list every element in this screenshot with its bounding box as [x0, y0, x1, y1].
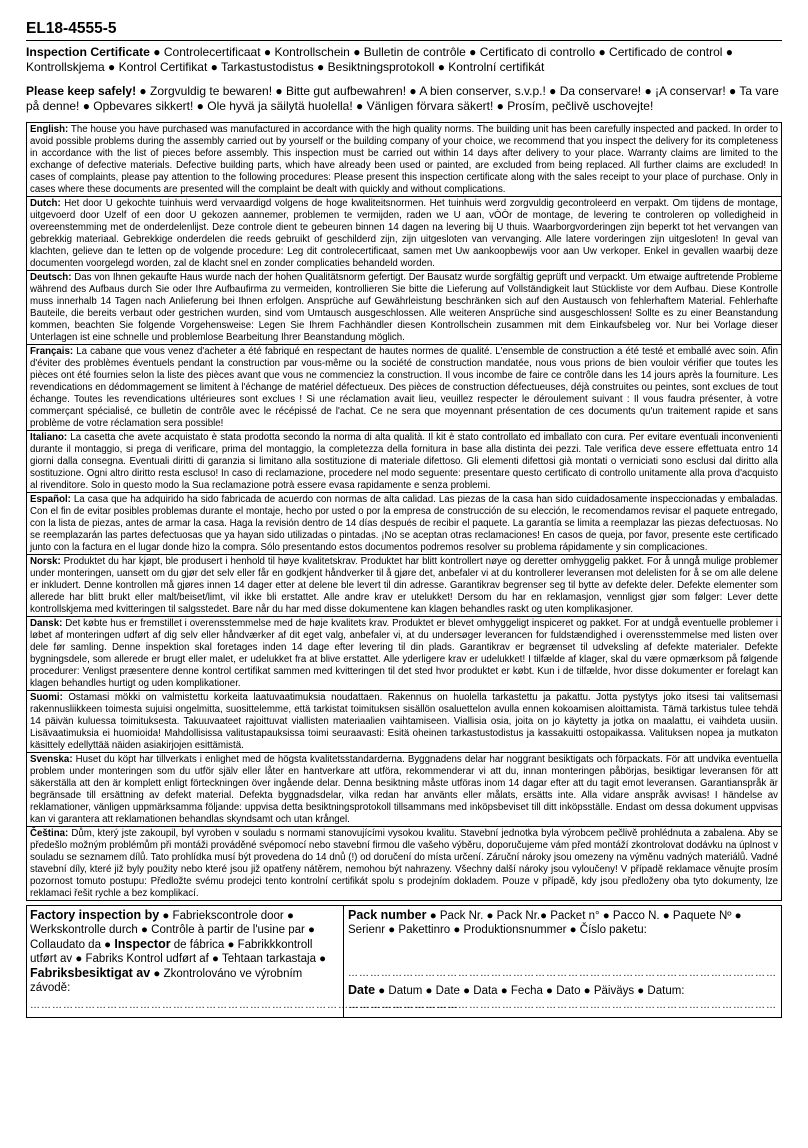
section-label: Dansk: — [30, 618, 63, 629]
section-deutsch — [27, 271, 781, 345]
factory-label-text-1: ● Fabriekscontrole door ● Werkskontrolle durch ● Contrôle à partir de l'usine par ● Collaudato da ● — [30, 910, 315, 951]
pack-date-field — [344, 906, 781, 1017]
section-italiano — [27, 431, 781, 493]
keep-safely-block — [26, 84, 782, 114]
section-text: La casetta che avete acquistato è stata prodotta secondo la norma di alta qualità. Il kit è stato controllato ed imballato con cura. Per evitare eventuali inconvenienti durante il montaggio, si prega di verificare, prima del montaggio, la completezza della fornitura in base alla distinta dei pezzi. Tale verifica deve essere effettuata entro 14 giorni dalla consegna. Eventuali diritti di garanzia si limitano alla sostituzione di materiale difettoso. Gli elementi difettosi già montati o verniciati sono esclusi dal diritto alla sostituzione. Ogni altro diritto resta escluso! In caso di reclamazione, procedere nel modo seguente: presentare questo certificato di controllo unitamente alla prova d'acquisto al rivenditore. Solo in questo modo la Sua reclamazione potrà essere evasa rapidamente e senza problemi. — [30, 432, 778, 491]
section-text: Das von Ihnen gekaufte Haus wurde nach der hohen Qualitätsnorm gefertigt. Der Bausatz wurde sorgfältig geprüft und verpackt. Um etwaige auftretende Probleme während des Aufbaus durch Sie oder Ihre Aufbaufirma zu vermeiden, kontrollieren Sie bitte die Lieferung auf Vollständigkeit laut Stückliste vor dem Aufbau. Diese Kontrolle muss innerhalb 14 Tagen nach Anlieferung bei Ihnen erfolgen. Ansprüche auf Gewährleistung beschränken sich auf den Austausch von fehlerhaftem Material. Fehlerhafte Bauteile, die bereits verbaut oder gestrichen wurden, sind vom Umtausch ausgeschlossen. Alle weiteren Ansprüche sind ausgeschlossen! Sollte es zu einer Beanstandung kommen, beachten Sie folgende Vorgehensweise: Legen Sie Ihrem Fachhändler diesen Kontrollschein zusammen mit dem Einkaufsbeleg vor. Nur bei Vorlage dieser Unterlagen ist eine schnelle und problemlose Bearbeitung Ihrer Beanstandung möglich. — [30, 272, 778, 343]
factory-label-text-3: ● Zkontrolováno ve výrobním závodě: — [30, 968, 303, 994]
section-text: Produktet du har kjøpt, ble produsert i henhold til høye kvalitetskrav. Produktet har blitt kontrollert nøye og deretter omhyggelig pakket. For å unngå mulige problemer under monteringen, uansett om du gjør det selv eller får en godkjent håndverker til å gjøre det, anbefaler vi at du kontrollerer leveransen mot delelisten for å se om alle delene er inkludert. Denne kontrollen må gjøres innen 14 dager etter at delene ble levert til din adresse. Garantikrav begrenser seg til bytte av defekte deler. Defekte elementer som allerede har blitt brukt eller malt/beiset/limt, vil ikke bli erstattet. Alle andre krav er utelukket! Dersom du har en reklamasjon, vennligst gjør som følger: Lever dette kontrollskjema med kvitteringen til salgsstedet. Bare når du har med disse dokumentene kan klagen behandles raskt og uten komplikasjoner. — [30, 556, 778, 615]
section-norsk — [27, 555, 781, 617]
section-text: Huset du köpt har tillverkats i enlighet med de högsta kvalitetsstandarderna. Byggnadens delar har noggrant besiktigats och förpackats. För att undvika eventuella problem under monteringen som du utför själv eller låter en hantverkare att utföra, rekommenderar vi att du, innan monteringen påbörjas, besiktigar leveransen för att säkerställa att den är komplett enligt förteckningen över ingående delar. Denna besiktning måste utföras inom 14 dagar efter att du tagit emot leveransen. Garantianspråk är begränsade till ersättning av defekt material. Defekta byggnadsdelar, vilka redan har använts eller målats, ersätts inte. Alla vidare anspråk avvisas! I händelse av reklamationer, vänligen uppmärksamma följande: uppvisa detta besiktningsprotokoll tillsammans med inköpsbeviset till ditt inköpsställe. Endast om dessa dokument uppvisas kan vi garantera att reklamationen behandlas skyndsamt och utan krångel. — [30, 754, 778, 825]
keep-safely-translations: ● Zorgvuldig te bewaren! ● Bitte gut aufbewahren! ● A bien conserver, s.v.p.! ● Da conservare! ● ¡A conservar! ● Ta vare på denne! ● Opbevares sikkert! ● Ole hyvä ja säilytä huolella! ● Vänligen förvara säkert! ● Prosím, pečlivě uschovejte! — [26, 84, 779, 113]
section-text: Ostamasi mökki on valmistettu korkeita laatuvaatimuksia noudattaen. Rakennus on huolella tarkastettu ja pakattu. Jotta pystytys joko itsesi tai valitsemasi rakennusliikkeen toimesta sujuisi ongelmitta, suosittelemme, että tarkistat toimituksen sisällön osaluettelon avulla ennen kokoamisen aloittamista. Tämä tarkistus tulee tehdä 14 päivän kuluessa toimituksesta. Takuuvaateet rajoittuvat viallisten materiaalien vaihtamiseen. Viallisia osia, joita on jo käytetty ja jotka on maalattu, ei vaihdeta uusiin. Lisävaatimuksia ei huomioida! Mahdollisissa valitustapauksissa toimi seuraavasti: Esitä oheinen tarkastustodistus ja kassakuitti ostopaikassa. Valituksen nopea ja mutkaton käsittely edellyttää näiden asiakirjojen esittämistä. — [30, 692, 778, 751]
section-francais — [27, 345, 781, 431]
section-dutch — [27, 197, 781, 271]
section-text: Det købte hus er fremstillet i overensstemmelse med de høje kvalitets krav. Produktet er blevet omhyggeligt inspiceret og pakket. For at undgå eventuelle problemer i løbet af monteringen udført af dig selv eller håndværker af dit eget valg, anbefaler vi, at du undersøger leverancen for fuldstændighed i overensstemmelse med listen over dele før samling. Denne inspektion skal foretages inden 14 dage efter levering til din plads. Garantikrav er begrænset til udveksling af defekte materialer. Defekte bygningsdele, som allerede er brugt eller malet, er udelukket fra at blive erstattet. Alle yderligere krav er udelukket! I tilfælde af klager, skal du være opmærksom på følgende procedurer: Venligst præsentere denne kontrol certifikat sammen med kvitteringen til det sted hvor produktet er købt. Kun i de tilfælde, hvor disse dokumenter er forelagt kan klagen behandles hurtigt og uden komplikationer. — [30, 618, 778, 689]
footer-fields — [26, 905, 782, 1018]
section-text: Het door U gekochte tuinhuis werd vervaardigd volgens de hoge kwaliteitsnormen. Het tuinhuis werd zorgvuldig gecontroleerd en verpakt. Om tijdens de montage, uitgevoerd door Uzelf of een door U gekozen aannemer, problemen te vermijden, raden we U aan, vÒÒr de montage, de levering te controleren op volledigheid in overeenstemming met de onderdelenlijst. Deze controle dient te gebeuren binnen 14 dagen na levering bij U thuis. Waarborgvorderingen zijn beperkt tot het vervangen van gebrekkig materiaal. Gebrekkige onderdelen die reeds gebruikt of geschilderd zijn, zijn uitgesloten van vervanging. Alle latere vorderingen zijn uitgesloten! In geval van klachten, gelieve dan te letten op de volgende procedure: Leg dit controlecertificaat, samen met Uw aankoopbewijs voor aan Uw verkoper. Enkel in gevallen waarbij deze documenten voorgelegd worden, zal de klacht snel en zonder complicaties behandeld worden. — [30, 198, 778, 269]
section-text: The house you have purchased was manufactured in accordance with the high quality norms. The building unit has been carefully inspected and packed. In order to avoid possible problems during the assembly carried out by yourself or the building company of your choice, we recommend that you inspect the delivery for its completeness in accordance with the list of pieces before assembly. This inspection must be carried out within 14 days after delivery to your place. Warranty claims are limited to the exchange of defective materials. Defective building parts, which have already been used or painted, are excluded from being replaced. All further claims are excluded! In cases of complaints, please pay attention to the following procedures: Please present this inspection certificate along with the sales receipt to your place of purchase. Only in cases where these documents are presented will the complaint be dealt with quickly and without complications. — [30, 124, 778, 195]
section-label: Deutsch: — [30, 272, 72, 283]
factory-label-bold-3: Fabriksbesiktigat av — [30, 966, 151, 980]
factory-label-bold-2: Inspector — [114, 937, 171, 951]
section-label: Français: — [30, 346, 74, 357]
factory-label-bold: Factory inspection by — [30, 908, 160, 922]
date-label — [348, 983, 777, 998]
section-svenska — [27, 753, 781, 827]
factory-label-text-2: de fábrica ● Fabrikkkontroll utført av ● Fabriks Kontrol udført af ● Tehtaan tarkastaja ● — [30, 939, 327, 965]
header-rule — [26, 40, 782, 41]
section-espanol — [27, 493, 781, 555]
inspection-certificate-page — [26, 0, 782, 1018]
keep-safely-bold: Please keep safely! — [26, 84, 137, 98]
date-label-text: ● Datum ● Date ● Data ● Fecha ● Dato ● Päiväys ● Datum: — [375, 985, 685, 997]
section-label: Svenska: — [30, 754, 73, 765]
factory-signature-line[interactable]: ……………………………………………………………………………………………………… — [30, 1000, 459, 1011]
section-text: La casa que ha adquirido ha sido fabricada de acuerdo con normas de alta calidad. Las piezas de la casa han sido cuidadosamente inspeccionadas y embaladas. Con el fin de evitar posibles problemas durante el montaje, hecho por usted o por la empresa de construcción de su elección, le recomendamos revisar el paquete entregado, con la lista de piezas, antes de armar la casa. Haga la revisión dentro de 14 días después de recibir el paquete. La garantía se limita a reemplazar las piezas defectuosas. No se reemplazarán las partes defectuosas que ya hayan sido utilizadas o pintadas. ¡No se aceptan otras reclamaciones! En casos de queja, por favor, presente este certificado junto con la factura en el lugar donde hizo la compra. Sólo presentando estos documentos podremos resolver su problema rápidamente y sin complicaciones. — [30, 494, 778, 553]
section-label: Norsk: — [30, 556, 61, 567]
section-label: Italiano: — [30, 432, 68, 443]
section-label: English: — [30, 124, 69, 135]
section-suomi — [27, 691, 781, 753]
title-block — [26, 45, 782, 75]
pack-number-line[interactable]: ……………………………………………………………………………………………………… — [348, 968, 777, 979]
section-label: Dutch: — [30, 198, 61, 209]
section-english — [27, 123, 781, 197]
title-translations: ● Controlecertificaat ● Kontrollschein ● Bulletin de contrôle ● Certificato di controllo ● Certificado de control ● Kontrollskjema ● Kontrol Certifikat ● Tarkastustodistus ● Besiktningsprotokoll ● Kontrolní certifikát — [26, 45, 734, 74]
section-text: Dům, který jste zakoupil, byl vyroben v souladu s normami stanovujícími vysokou kvalitu. Stavební jednotka byla výrobcem pečlivě prohlédnuta a zabalena. Aby se předešlo možným problémům při montáži prováděné svépomocí nebo stavební firmou dle vašeho výběru, doporučujeme vám před montáží zkontrolovat dodávku na úplnost v souladu se seznamem dílů. Tato prohlídka musí být provedena do 14 dnů (!) od doručení do místa určení. Záruční nároky jsou omezeny na výměnu vadných materiálů. Vadné stavební díly, které již byly použity nebo které jsou již opatřeny nátěrem, nemohou být nahrazeny. Všechny další nároky jsou vyloučeny! V případě reklamace věnujte prosím pozornost tomuto postupu: Předložte svému prodejci tento kontrolní certifikát spolu s prodejním dokladem. Pouze v případě, kdy jsou předloženy oba tyto dokumenty, lze reklamaci řešit rychle a bez komplikací. — [30, 828, 778, 899]
pack-label-bold: Pack number — [348, 908, 427, 922]
section-label: Čeština: — [30, 828, 69, 839]
language-sections-box — [26, 122, 782, 901]
title-bold: Inspection Certificate — [26, 45, 150, 59]
section-cestina — [27, 827, 781, 900]
date-label-bold: Date — [348, 983, 376, 997]
pack-label-text: ● Pack Nr. ● Pack Nr.● Packet n° ● Pacco N. ● Paquete Nº ● Serienr ● Pakettinro ● Produktionsnummer ● Číslo paketu: — [348, 910, 742, 936]
product-code: EL18-4555-5 — [26, 20, 117, 37]
section-dansk — [27, 617, 781, 691]
section-text: La cabane que vous venez d'acheter a été fabriqué en respectant de hautes normes de qualité. L'ensemble de construction a été testé et emballé avec soin. Afin d'éviter des problèmes éventuels pendant la construction par vous-même ou la société de construction mandatée, nous vous prions de bien vouloir vérifier que toutes les pièces ont été fournies selon la liste des pièces avant que vous ne commenciez la construction. Il vous incombe de faire ce contrôle dans les 14 jours après la fourniture. Les revendications en dédommagement se limitent à l'échange de matériel défectueux. Des pièces de construction défectueuses, déjà construites ou peintes, sont exclues de tout échange. Toutes les revendications ultérieures sont exclues ! Si une réclamation avait lieu, veuillez respecter le déroulement suivant : Il vous faudra présenter, à votre commerçant spécialisé, ce bulletin de contrôle avec le récépissé de l'achat. Ce ne sera que moyennant présentation de ces documents qu'un traitement rapide et sans problème de votre réclamation sera possible! — [30, 346, 778, 429]
date-line[interactable]: ……………………………………………………………………………………………………… — [348, 1000, 777, 1011]
section-label: Español: — [30, 494, 71, 505]
section-label: Suomi: — [30, 692, 63, 703]
